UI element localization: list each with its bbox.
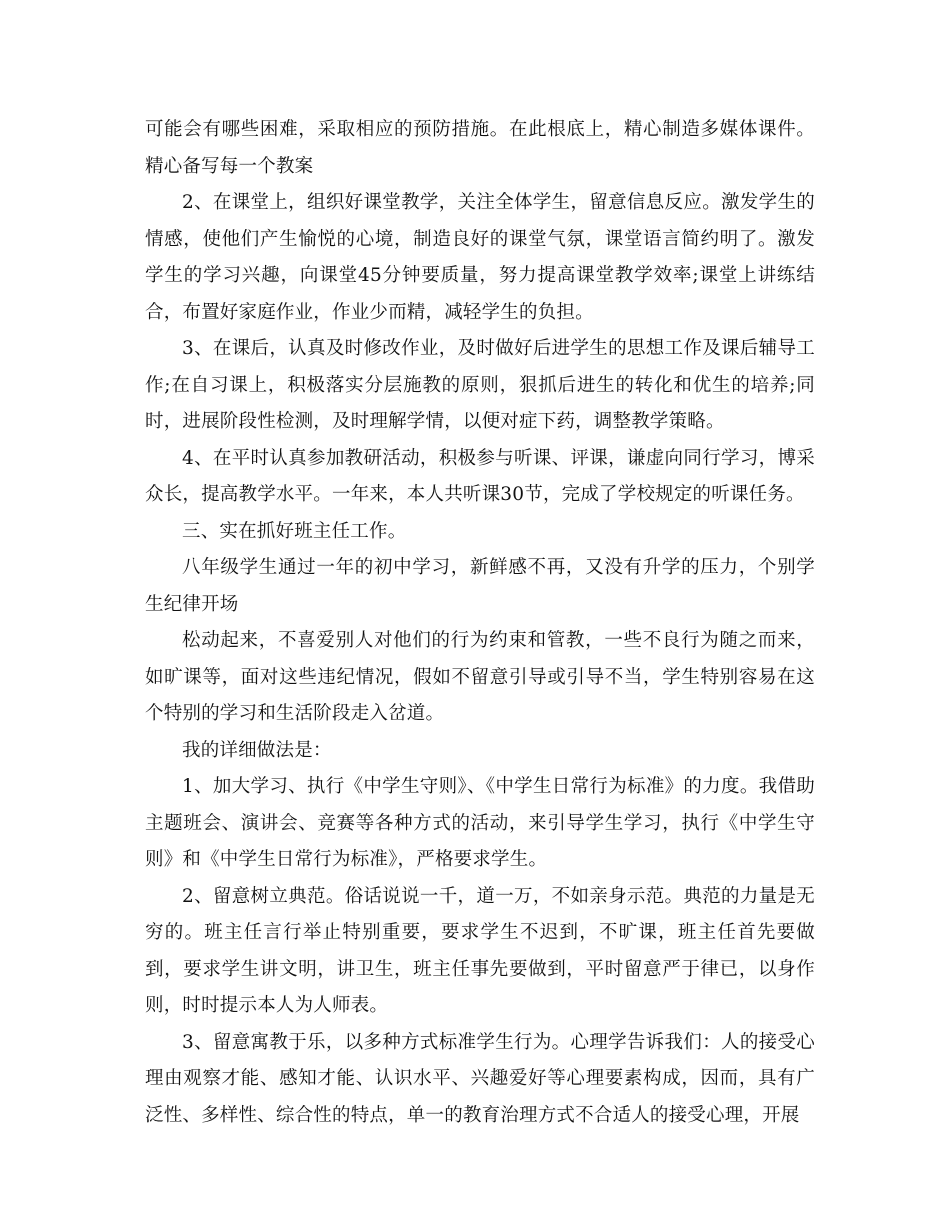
paragraph: 松动起来，不喜爱别人对他们的行为约束和管教，一些不良行为随之而来，如旷课等，面对这些违纪情况，假如不留意引导或引导不当，学生特别容易在这个特别的学习和生活阶段走入岔道。 xyxy=(145,630,815,724)
document-body xyxy=(145,112,815,1134)
paragraph: 2、在课堂上，组织好课堂教学，关注全体学生，留意信息反应。激发学生的情感，使他们产生愉悦的心境，制造良好的课堂气氛，课堂语言简约明了。激发学生的学习兴趣，向课堂45分钟要质量，努力提高课堂教学效率;课堂上讲练结合，布置好家庭作业，作业少而精，减轻学生的负担。 xyxy=(145,192,815,323)
paragraph: 4、在平时认真参加教研活动，积极参与听课、评课，谦虚向同行学习，博采众长，提高教学水平。一年来，本人共听课30节，完成了学校规定的听课任务。 xyxy=(145,447,815,505)
paragraph: 我的详细做法是： xyxy=(182,739,332,761)
paragraph: 2、留意树立典范。俗话说说一千，道一万，不如亲身示范。典范的力量是无穷的。班主任言行举止特别重要，要求学生不迟到，不旷课，班主任首先要做到，要求学生讲文明，讲卫生，班主任事先要做到，平时留意严于律已，以身作则，时时提示本人为人师表。 xyxy=(145,885,815,1016)
paragraph: 3、留意寓教于乐，以多种方式标准学生行为。心理学告诉我们：人的接受心理由观察才能、感知才能、认识水平、兴趣爱好等心理要素构成，因而，具有广泛性、多样性、综合性的特点，单一的教育治理方式不合适人的接受心理，开展 xyxy=(145,1031,815,1126)
paragraph: 可能会有哪些困难，采取相应的预防措施。在此根底上，精心制造多媒体课件。精心备写每一个教案 xyxy=(145,119,815,177)
paragraph: 3、在课后，认真及时修改作业，及时做好后进学生的思想工作及课后辅导工作;在自习课上，积极落实分层施教的原则，狠抓后进生的转化和优生的培养;同时，进展阶段性检测，及时理解学情，以便对症下药，调整教学策略。 xyxy=(145,338,815,432)
paragraph: 1、加大学习、执行《中学生守则》、《中学生日常行为标准》的力度。我借助主题班会、演讲会、竞赛等各种方式的活动，来引导学生学习，执行《中学生守则》和《中学生日常行为标准》，严格要求学生。 xyxy=(145,776,815,870)
section-heading: 三、实在抓好班主任工作。 xyxy=(182,520,407,542)
paragraph: 八年级学生通过一年的初中学习，新鲜感不再，又没有升学的压力，个别学生纪律开场 xyxy=(145,557,815,615)
